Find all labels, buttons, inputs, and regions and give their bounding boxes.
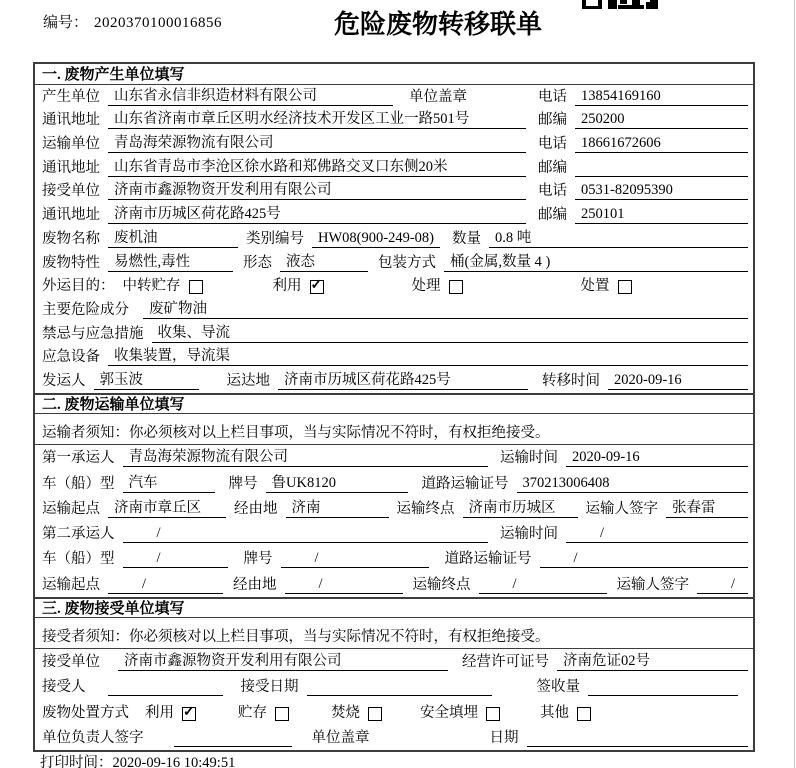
option-landfill-label: 安全填埋 [420, 704, 478, 721]
address-label: 通讯地址 [42, 112, 100, 129]
road-permit-label: 道路运输证号 [444, 551, 532, 568]
row-receive-unit-3 [35, 649, 753, 674]
receiver-phone-value: 0531-82095390 [575, 182, 748, 200]
destination-value: 济南市历城区荷花路425号 [278, 368, 528, 390]
option-utilize [273, 274, 324, 295]
option-transfer-storage-label: 中转贮存 [122, 278, 181, 295]
carrier1-vehicle-value: 汽车 [123, 471, 215, 493]
option-store-label: 贮存 [238, 704, 267, 721]
print-time-value: 2020-09-16 10:49:51 [112, 755, 236, 768]
main-hazard-label: 主要危险成分 [42, 301, 129, 318]
zip-label: 邮编 [538, 112, 567, 129]
date-value [527, 730, 749, 747]
purpose-label: 外运目的： [42, 278, 115, 295]
form-label: 形态 [243, 254, 272, 271]
address-label: 通讯地址 [42, 207, 100, 224]
producer-zip-value: 250200 [575, 111, 748, 129]
row-equipment [35, 346, 753, 370]
carrier2-label: 第二承运人 [42, 526, 115, 543]
option-utilize-label: 利用 [272, 278, 302, 295]
option-treat-label: 处理 [411, 278, 441, 295]
transporter-phone-value: 18661672606 [575, 135, 748, 153]
row-transporter-address [35, 156, 753, 180]
receive-unit-label: 接受单位 [42, 183, 100, 200]
quantity-label: 数量 [451, 230, 481, 247]
carrier2-name-value: / [123, 525, 489, 543]
transporter-notice: 运输者须知：你必须核对以上栏目事项，当与实际情况不符时，有权拒绝接受。 [35, 414, 753, 445]
zip-label: 邮编 [538, 207, 567, 224]
license-no-label: 经营许可证号 [462, 654, 549, 671]
terminus-label: 运输终点 [396, 500, 455, 517]
origin-label: 运输起点 [42, 576, 100, 593]
carrier2-plate-value: / [281, 550, 429, 568]
row-waste-traits [35, 251, 753, 275]
row-main-hazard [35, 298, 753, 322]
received-qty-value [588, 679, 738, 696]
category-no-label: 类别编号 [246, 230, 304, 247]
row-receiver-address [35, 203, 753, 227]
row-carrier2 [35, 521, 753, 546]
row-responsible-sign [35, 725, 753, 750]
row-taboo [35, 322, 753, 346]
receiver-zip-value: 250101 [575, 206, 748, 224]
producer-unit-value: 山东省永信非织造材料有限公司 [108, 84, 393, 106]
option-other-label: 其他 [540, 704, 569, 721]
section-transporter [35, 393, 753, 597]
row-waste-name [35, 227, 753, 251]
option-landfill [420, 701, 500, 722]
option-treat [412, 274, 463, 295]
doc-number-label: 编号： [43, 15, 89, 31]
print-time [40, 751, 235, 768]
checkbox-treat [449, 280, 463, 294]
carrier2-permit-value: / [540, 550, 749, 568]
waste-name-value: 废机油 [108, 226, 238, 248]
unit-seal-label: 单位盖章 [409, 88, 467, 105]
option-dispose-label: 处置 [580, 278, 610, 295]
section3-heading: 三. 废物接受单位填写 [35, 597, 753, 618]
main-hazard-value: 废矿物油 [143, 297, 748, 319]
phone-label: 电话 [538, 136, 567, 153]
destination-label: 运达地 [226, 372, 270, 389]
waste-name-label: 废物名称 [42, 230, 100, 247]
packaging-value: 桶(金属,数量 4 ) [444, 250, 748, 272]
transport-time-label: 运输时间 [500, 450, 558, 467]
row-producer-unit [35, 85, 753, 109]
via-label: 经由地 [233, 576, 277, 593]
carrier2-vehicle-value: / [123, 550, 228, 568]
recipient-label: 接受人 [42, 679, 86, 696]
receiver-address-value: 济南市历城区荷花路425号 [108, 202, 526, 224]
equipment-label: 应急设备 [42, 349, 100, 366]
row-purpose [35, 275, 753, 299]
consignor-label: 发运人 [42, 372, 86, 389]
row-carrier2-vehicle [35, 546, 753, 571]
carrier1-sign-value: 张春雷 [666, 496, 748, 518]
carrier-sign-label: 运输人签字 [616, 576, 689, 593]
carrier1-via-value: 济南 [286, 496, 389, 518]
address-label: 通讯地址 [42, 159, 100, 176]
transfer-time-label: 转移时间 [542, 372, 600, 389]
recipient-value [108, 679, 223, 696]
disposal-method-label: 废物处置方式 [42, 704, 129, 721]
phone-label: 电话 [538, 183, 567, 200]
carrier1-terminus-value: 济南市历城区 [463, 496, 578, 518]
checkbox-utilize [310, 280, 324, 294]
date-label: 日期 [489, 729, 519, 746]
responsible-sign-label: 单位负责人签字 [42, 729, 144, 746]
zip-label: 邮编 [538, 159, 567, 176]
equipment-value: 收集装置，导流渠 [108, 344, 748, 366]
row-receive-unit [35, 180, 753, 204]
option-transfer-storage [123, 274, 203, 295]
waste-traits-value: 易燃性,毒性 [108, 250, 233, 272]
section1-heading: 一. 废物产生单位填写 [35, 64, 753, 85]
option-store [238, 701, 289, 722]
row-carrier1-vehicle [35, 470, 753, 495]
receive-date-value [307, 679, 492, 696]
carrier2-origin-value: / [108, 576, 223, 594]
receive-unit-label: 接受单位 [42, 654, 100, 671]
transport-time-label: 运输时间 [500, 526, 558, 543]
checkbox-transfer-storage [189, 280, 203, 294]
vehicle-type-label: 车（船）型 [42, 475, 115, 492]
row-carrier2-route [35, 571, 753, 596]
option-disposal-utilize [145, 701, 196, 722]
print-time-label: 打印时间： [40, 755, 113, 768]
transporter-address-value: 山东省青岛市李沧区徐水路和郑佛路交叉口东侧20米 [108, 155, 526, 177]
terminus-label: 运输终点 [412, 576, 471, 593]
carrier1-label: 第一承运人 [42, 450, 115, 467]
responsible-sign-value [174, 730, 292, 747]
section-producer [35, 64, 753, 393]
carrier2-terminus-value: / [479, 576, 607, 594]
option-incinerate-label: 焚烧 [331, 704, 360, 721]
checkbox-other [577, 707, 591, 721]
license-no-value: 济南危证02号 [557, 649, 748, 671]
carrier2-time-value: / [566, 525, 748, 543]
transporter-zip-value [575, 160, 748, 177]
option-disposal-utilize-label: 利用 [145, 704, 174, 721]
option-dispose [581, 274, 632, 295]
carrier2-sign-value: / [697, 576, 748, 594]
checkbox-store [275, 707, 289, 721]
qr-code-fragment [582, 0, 660, 9]
receive-unit-value: 济南市鑫源物资开发利用有限公司 [118, 649, 448, 671]
row-carrier1 [35, 445, 753, 470]
option-incinerate [331, 701, 382, 722]
row-consignor [35, 369, 753, 393]
row-disposal-method [35, 699, 753, 724]
carrier1-permit-value: 370213006408 [517, 475, 749, 493]
carrier2-via-value: / [285, 576, 403, 594]
received-qty-label: 签收量 [536, 679, 580, 696]
road-permit-label: 道路运输证号 [421, 475, 509, 492]
producer-phone-value: 13854169160 [575, 88, 748, 106]
plate-no-label: 牌号 [243, 551, 273, 568]
transfer-time-value: 2020-09-16 [608, 372, 748, 390]
quantity-value: 0.8 吨 [489, 226, 748, 248]
form-value: 液态 [280, 250, 368, 272]
transport-unit-label: 运输单位 [42, 136, 100, 153]
receive-unit-value: 济南市鑫源物资开发利用有限公司 [108, 178, 526, 200]
vehicle-type-label: 车（船）型 [42, 551, 115, 568]
carrier1-origin-value: 济南市章丘区 [108, 496, 226, 518]
receive-date-label: 接受日期 [240, 679, 299, 696]
page-edge-line [794, 0, 795, 768]
carrier1-name-value: 青岛海荣源物流有限公司 [123, 445, 489, 467]
row-transport-unit [35, 132, 753, 156]
transport-unit-value: 青岛海荣源物流有限公司 [108, 131, 526, 153]
doc-number-value: 2020370100016856 [94, 15, 223, 31]
receiver-notice: 接受者须知：你必须核对以上栏目事项，当与实际情况不符时，有权拒绝接受。 [35, 618, 753, 649]
doc-number [43, 11, 222, 32]
checkbox-incinerate [368, 707, 382, 721]
row-recipient [35, 674, 753, 699]
origin-label: 运输起点 [42, 500, 100, 517]
phone-label: 电话 [538, 88, 567, 105]
consignor-value: 郭玉波 [94, 368, 199, 390]
unit-seal-label: 单位盖章 [311, 729, 370, 746]
producer-address-value: 山东省济南市章丘区明水经济技术开发区工业一路501号 [108, 107, 526, 129]
checkbox-landfill [486, 707, 500, 721]
packaging-label: 包装方式 [378, 254, 436, 271]
carrier1-time-value: 2020-09-16 [566, 449, 748, 467]
plate-no-label: 牌号 [228, 475, 258, 492]
row-producer-address [35, 109, 753, 133]
row-carrier1-route [35, 496, 753, 521]
carrier1-plate-value: 鲁UK8120 [266, 471, 408, 493]
section2-heading: 二. 废物运输单位填写 [35, 393, 753, 414]
section-receiver [35, 597, 753, 750]
waste-traits-label: 废物特性 [42, 254, 100, 271]
option-other [540, 701, 591, 722]
checkbox-dispose [618, 280, 632, 294]
page-title: 危险废物转移联单 [334, 10, 543, 39]
checkbox-disposal-utilize [182, 707, 196, 721]
producer-unit-label: 产生单位 [42, 88, 100, 105]
via-label: 经由地 [234, 500, 278, 517]
category-no-value: HW08(900-249-08) [312, 230, 440, 248]
taboo-label: 禁忌与应急措施 [42, 325, 144, 342]
form-table [33, 62, 755, 752]
taboo-value: 收集、导流 [152, 321, 749, 343]
carrier-sign-label: 运输人签字 [585, 500, 658, 517]
